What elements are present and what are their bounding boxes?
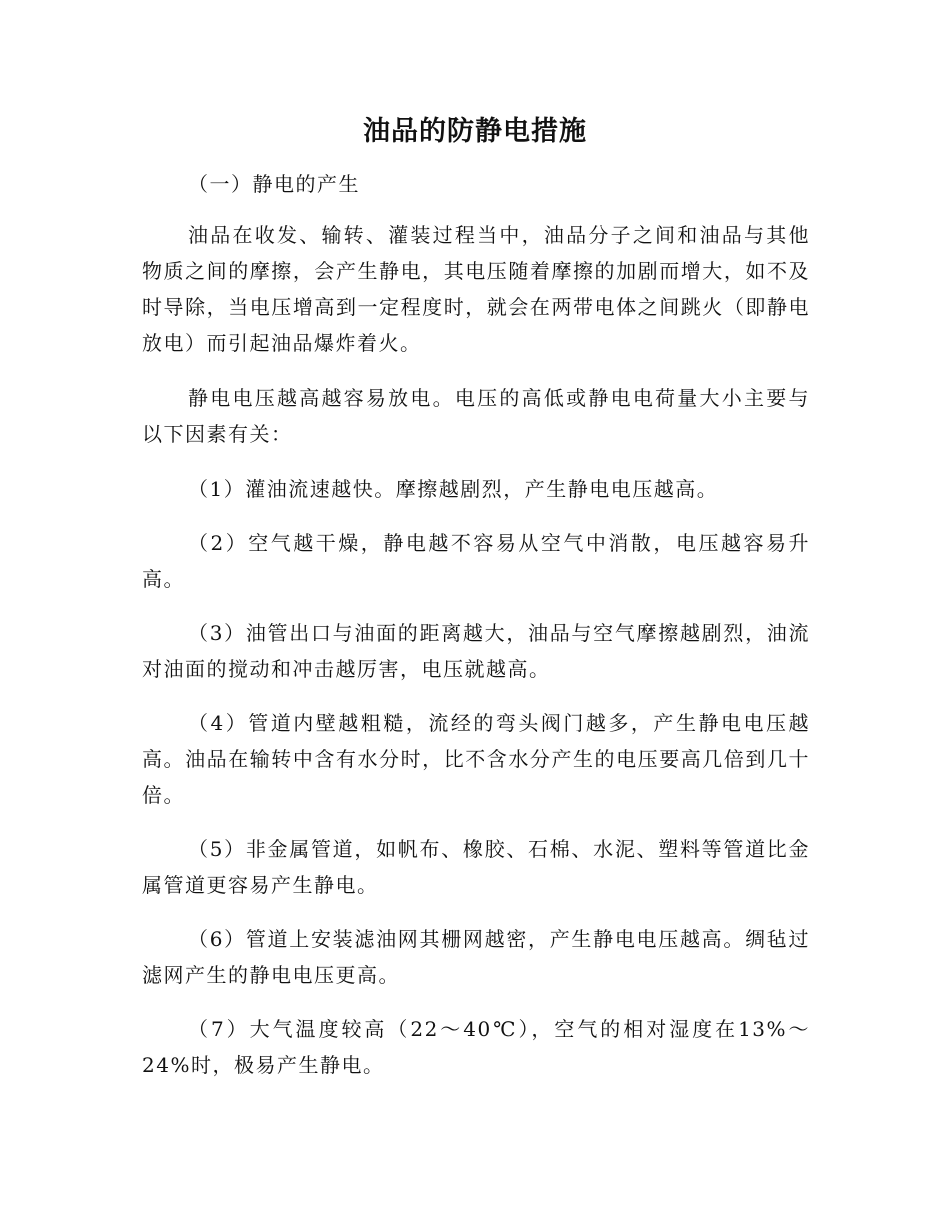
document-title: 油品的防静电措施 (363, 116, 587, 147)
paragraph-static-generation: 油品在收发、输转、灌装过程当中，油品分子之间和油品与其他物质之间的摩擦，会产生静电，其电压随着摩擦的加剧而增大，如不及时导除，当电压增高到一定程度时，就会在两带电体之间跳火（即静电放电）而引起油品爆炸着火。 (142, 223, 810, 355)
paragraph-factors-intro: 静电电压越高越容易放电。电压的高低或静电电荷量大小主要与以下因素有关： (142, 386, 810, 446)
paragraph-factor-7: （7）大气温度较高（22～40℃），空气的相对湿度在13%～24%时，极易产生静电。 (142, 1017, 810, 1077)
paragraph-factor-3: （3）油管出口与油面的距离越大，油品与空气摩擦越剧烈，油流对油面的搅动和冲击越厉害，电压就越高。 (142, 621, 810, 681)
paragraph-factor-4: （4）管道内壁越粗糙，流经的弯头阀门越多，产生静电电压越高。油品在输转中含有水分时，比不含水分产生的电压要高几倍到几十倍。 (142, 711, 810, 807)
paragraph-factor-2: （2）空气越干燥，静电越不容易从空气中消散，电压越容易升高。 (142, 531, 810, 591)
paragraph-factor-5: （5）非金属管道，如帆布、橡胶、石棉、水泥、塑料等管道比金属管道更容易产生静电。 (142, 837, 810, 897)
paragraph-factor-6: （6）管道上安装滤油网其栅网越密，产生静电电压越高。绸毡过滤网产生的静电电压更高。 (142, 927, 810, 987)
section-heading: （一）静电的产生 (188, 172, 360, 196)
paragraph-factor-1: （1）灌油流速越快。摩擦越剧烈，产生静电电压越高。 (188, 477, 719, 501)
